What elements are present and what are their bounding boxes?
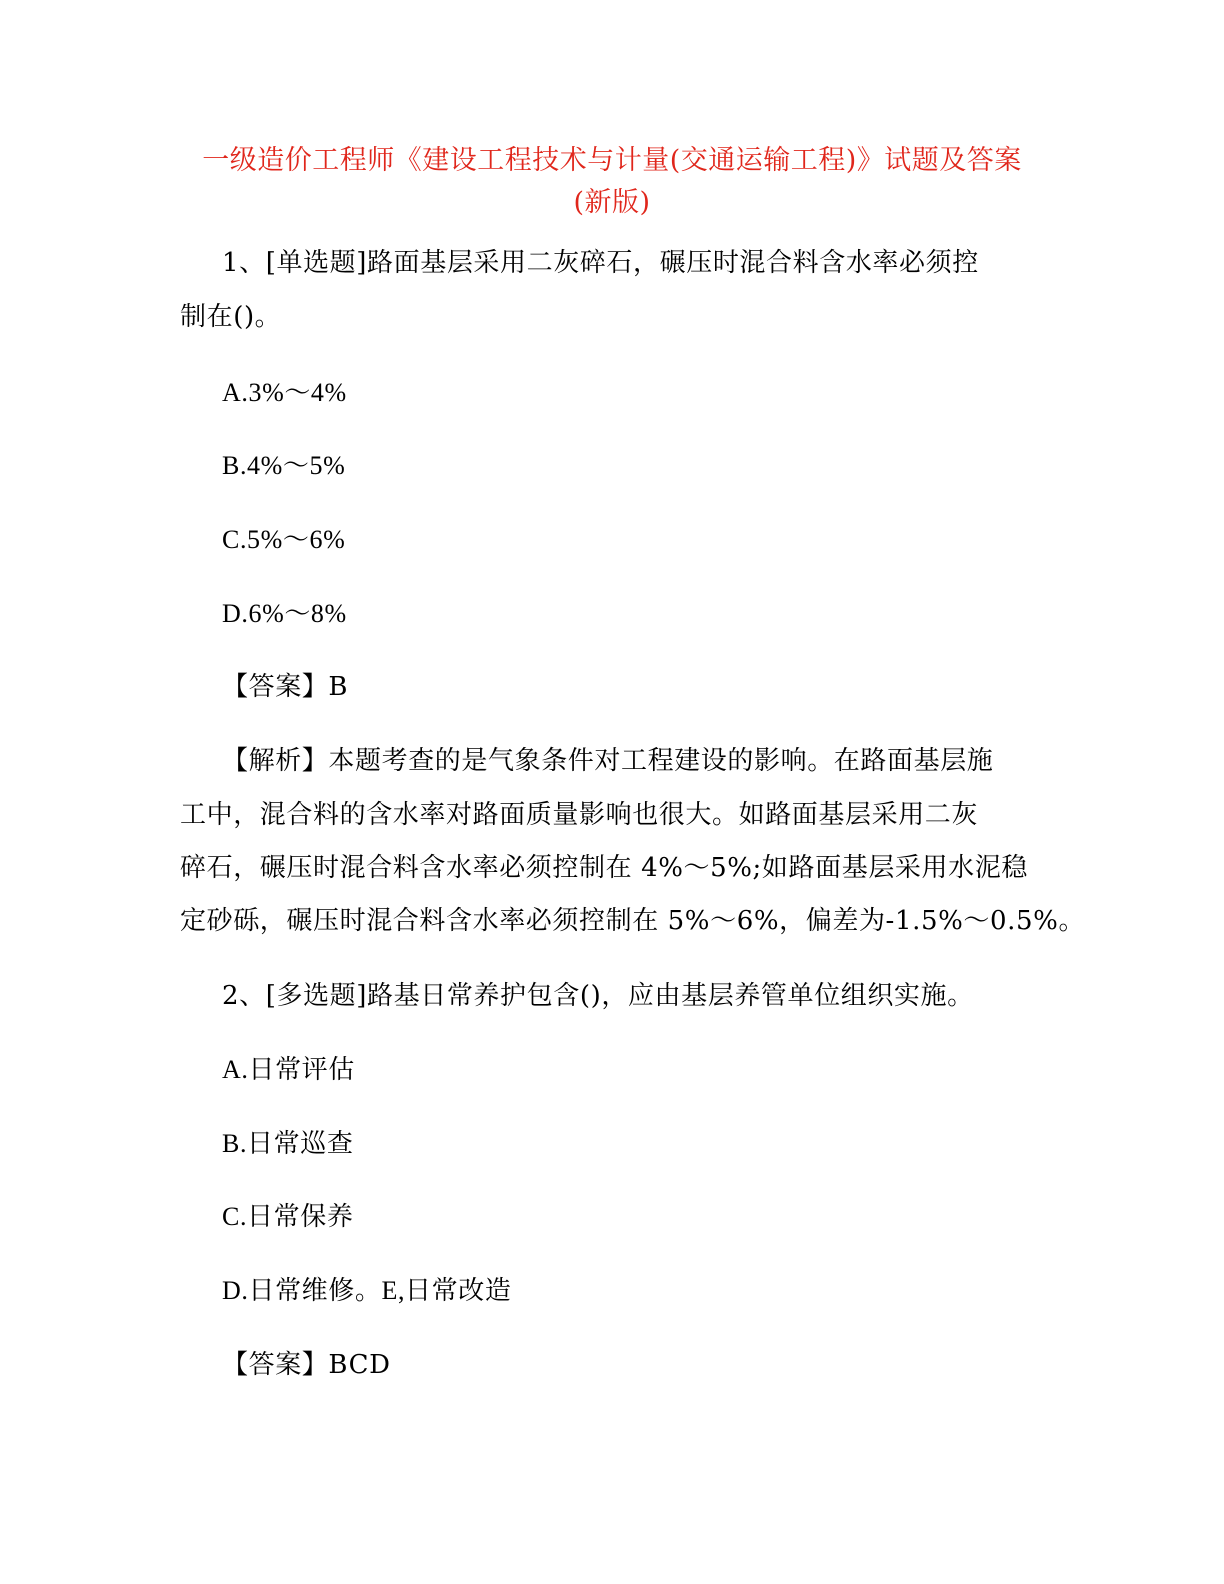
question-2-stem: 2、[多选题]路基日常养护包含()，应由基层养管单位组织实施。 <box>222 981 974 1011</box>
question-2-answer: 【答案】BCD <box>222 1350 391 1380</box>
document-title-line-2: (新版) <box>573 187 651 218</box>
question-1-option-b: B.4%～5% <box>222 451 346 480</box>
question-1-analysis-line-4: 定砂砾，碾压时混合料含水率必须控制在 5%～6%，偏差为-1.5%～0.5%。 <box>180 906 1086 936</box>
document-title-line-1: 一级造价工程师《建设工程技术与计量(交通运输工程)》试题及答案 <box>202 145 1022 176</box>
question-2-option-c: C.日常保养 <box>222 1202 354 1231</box>
question-1-analysis-line-1: 【解析】本题考查的是气象条件对工程建设的影响。在路面基层施 <box>222 746 994 776</box>
question-1-answer: 【答案】B <box>222 672 349 702</box>
question-1-option-c: C.5%～6% <box>222 525 346 554</box>
question-1-stem-line-2: 制在()。 <box>180 302 282 332</box>
question-2-option-d-e: D.日常维修。E,日常改造 <box>222 1276 512 1305</box>
question-1-option-d: D.6%～8% <box>222 599 347 628</box>
question-2-option-b: B.日常巡查 <box>222 1129 354 1158</box>
question-2-option-a: A.日常评估 <box>222 1055 355 1084</box>
question-1-stem-line-1: 1、[单选题]路面基层采用二灰碎石，碾压时混合料含水率必须控 <box>222 248 979 278</box>
question-1-analysis-line-3: 碎石，碾压时混合料含水率必须控制在 4%～5%;如路面基层采用水泥稳 <box>180 853 1028 883</box>
question-1-option-a: A.3%～4% <box>222 378 347 407</box>
question-1-analysis-line-2: 工中，混合料的含水率对路面质量影响也很大。如路面基层采用二灰 <box>180 800 979 830</box>
